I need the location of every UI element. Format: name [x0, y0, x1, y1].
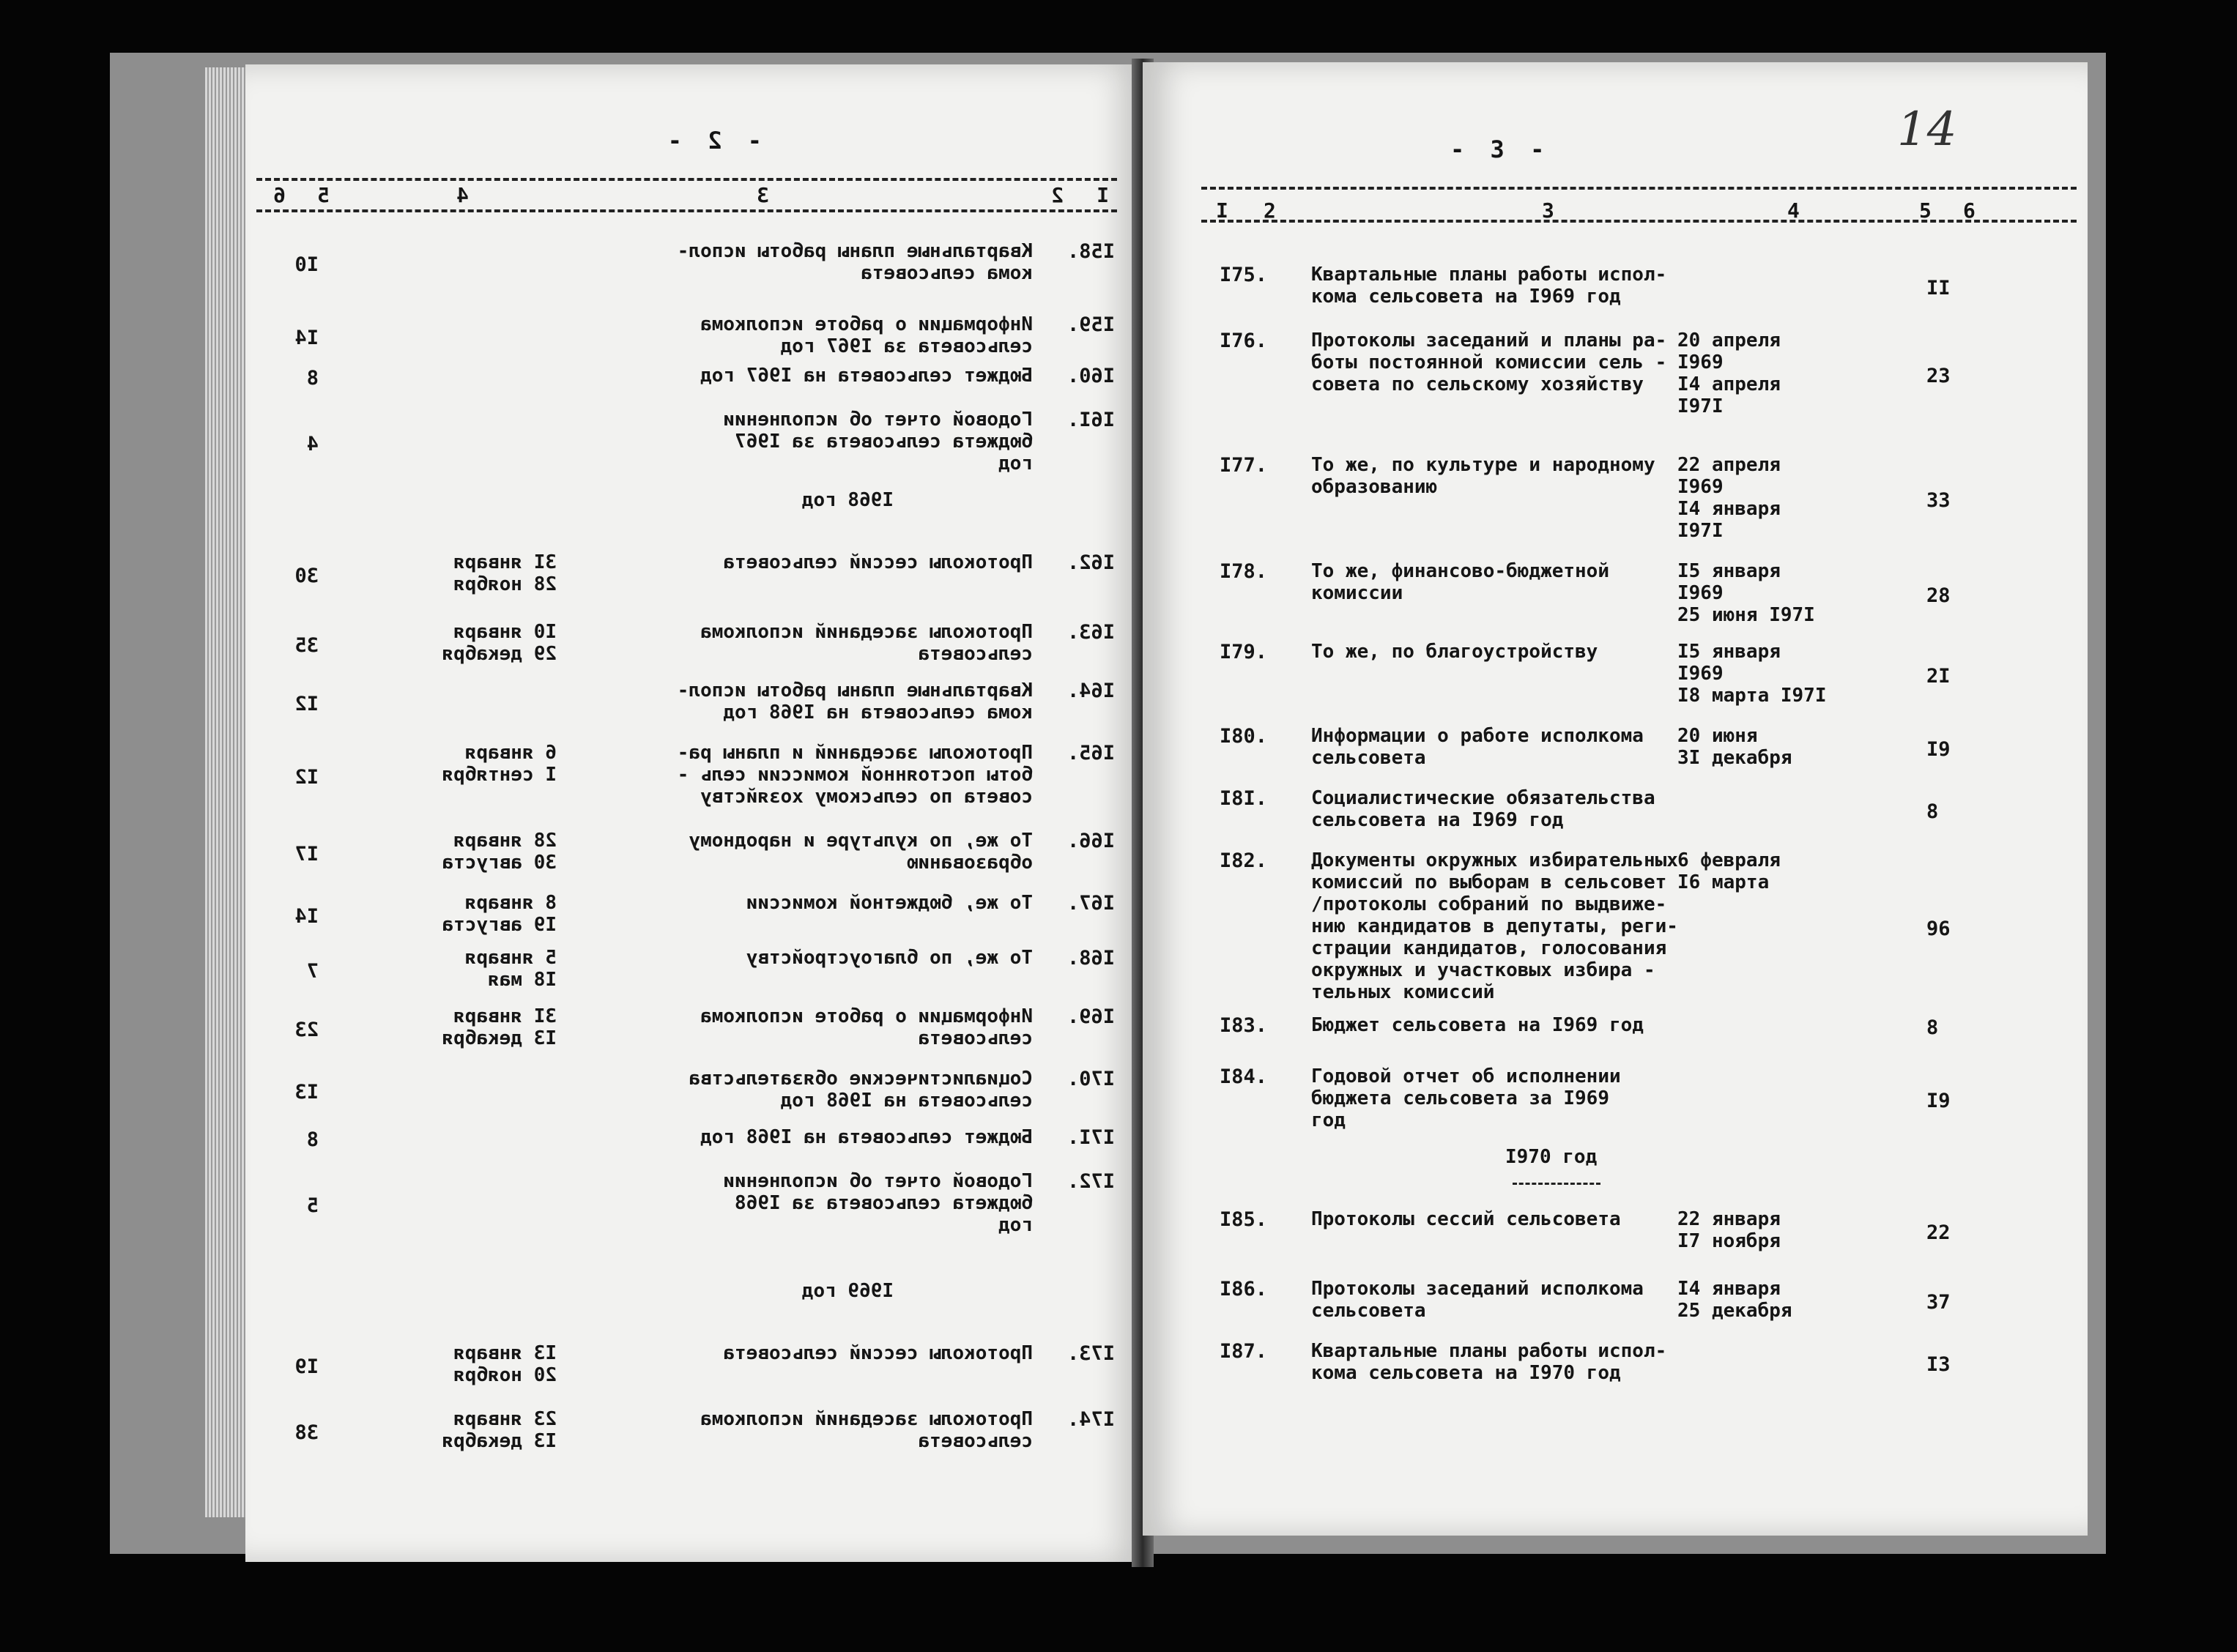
right-row-sheet-count: II [1926, 277, 1951, 299]
left-row-sheet-count: I3 [294, 1081, 319, 1104]
left-row-number: I58. [1066, 240, 1115, 263]
right-row-title-line: Документы окружных избирательных [1311, 849, 1678, 871]
left-page-number: - 2 - [661, 127, 762, 155]
right-row-title-line: Годовой отчет об исполнении [1311, 1065, 1621, 1087]
right-row-title-line: кома сельсовета на I969 год [1311, 286, 1621, 308]
right-row-date: I97I [1677, 395, 1724, 417]
right-row-number: I8I. [1220, 787, 1268, 810]
left-row-title-line: Бюджет сельсовета на I968 год [700, 1126, 1033, 1148]
left-row-title-line: То же, бюджетной комиссии [746, 892, 1033, 914]
left-section-1969: I969 год [801, 1280, 894, 1302]
left-col-2: 2 [1051, 183, 1064, 207]
left-row-title-line: сельсовета за I967 год [780, 335, 1033, 357]
left-row-title-line: Протоколы заседаний исполкома [700, 621, 1033, 643]
right-row-date: 3I декабря [1677, 747, 1792, 769]
left-row-sheet-count: I9 [294, 1355, 319, 1378]
left-row-title-line: Протоколы заседаний и планы ра- [677, 742, 1033, 764]
right-row-sheet-count: 96 [1926, 918, 1951, 940]
right-row-date: I969 [1677, 476, 1724, 498]
left-row-title-line: Бюджет сельсовета на I967 год [700, 365, 1033, 387]
left-header-rule-top [256, 178, 1117, 181]
left-col-3: 3 [757, 183, 769, 207]
left-row-number: I67. [1066, 892, 1115, 915]
left-row-title-line: Квартальные планы работы испол- [677, 680, 1033, 702]
right-row-sheet-count: 33 [1926, 489, 1951, 512]
right-row-number: I79. [1220, 641, 1268, 663]
left-row-title-line: Годовой отчет об исполнении [723, 409, 1033, 431]
right-row-title-line: страции кандидатов, голосования [1311, 937, 1667, 959]
left-row-title-line: кома сельсовета на I968 год [723, 702, 1033, 723]
left-row-number: I68. [1066, 947, 1115, 970]
right-row-title-line: Протоколы сессий сельсовета [1311, 1208, 1621, 1230]
left-row-date: 28 ноября [453, 573, 557, 595]
left-row-title-line: Протоколы заседаний исполкома [700, 1408, 1033, 1430]
left-row-number: I7I. [1066, 1126, 1115, 1149]
left-row-sheet-count: 23 [294, 1019, 319, 1041]
right-row-title-line: То же, по благоустройству [1311, 641, 1598, 663]
left-row-title-line: бюджета сельсовета за I968 [735, 1192, 1033, 1214]
left-row-title-line: Годовой отчет об исполнении [723, 1170, 1033, 1192]
left-row-title-line: Социалистические обязательства [689, 1068, 1033, 1090]
right-row-number: I86. [1220, 1278, 1268, 1301]
right-row-number: I84. [1220, 1065, 1268, 1088]
right-page [1143, 62, 2088, 1536]
left-row-number: I73. [1066, 1342, 1115, 1365]
right-section-1970: I970 год [1505, 1146, 1598, 1168]
right-col-2: 2 [1264, 198, 1276, 223]
left-row-number: I64. [1066, 680, 1115, 702]
left-row-date: I9 августа [442, 914, 557, 936]
right-row-number: I87. [1220, 1340, 1268, 1363]
right-row-date: I4 апреля [1677, 373, 1781, 395]
left-col-5: 5 [317, 183, 330, 207]
right-row-title-line: Протоколы заседаний исполкома [1311, 1278, 1644, 1300]
right-row-sheet-count: 22 [1926, 1221, 1951, 1244]
right-row-title-line: бюджета сельсовета за I969 [1311, 1087, 1609, 1109]
right-row-title-line: сельсовета [1311, 1300, 1426, 1322]
left-row-date: 23 января [453, 1408, 557, 1430]
left-row-title-line: Информации о работе исполкома [700, 1005, 1033, 1027]
right-row-date: 6 февраля [1677, 849, 1781, 871]
right-row-date: I8 марта I97I [1677, 685, 1827, 707]
left-row-date: 8 января [464, 892, 557, 914]
left-row-number: I74. [1066, 1408, 1115, 1431]
right-row-date: 22 апреля [1677, 454, 1781, 476]
left-row-title-line: образованию [906, 852, 1033, 874]
left-row-number: I66. [1066, 830, 1115, 852]
right-row-title-line: То же, финансово-бюджетной [1311, 560, 1609, 582]
right-row-sheet-count: I9 [1926, 1090, 1951, 1112]
left-row-sheet-count: 35 [294, 634, 319, 657]
left-row-title-line: Протоколы сессий сельсовета [723, 551, 1033, 573]
left-row-date: I8 мая [488, 969, 557, 991]
left-row-title-line: год [998, 1214, 1033, 1236]
right-row-number: I78. [1220, 560, 1268, 583]
right-row-title-line: комиссий по выборам в сельсовет [1311, 871, 1667, 893]
left-row-number: I59. [1066, 313, 1115, 336]
right-row-sheet-count: 8 [1926, 1016, 1939, 1039]
right-row-sheet-count: 8 [1926, 800, 1939, 823]
right-row-date: 20 июня [1677, 725, 1758, 747]
left-row-date: 3I января [453, 1005, 557, 1027]
right-row-date: I969 [1677, 663, 1724, 685]
left-row-number: I70. [1066, 1068, 1115, 1090]
page-edges [205, 67, 249, 1517]
right-col-3: 3 [1542, 198, 1554, 223]
right-row-sheet-count: I9 [1926, 738, 1951, 761]
left-col-4: 4 [456, 183, 469, 207]
left-row-title-line: Протоколы сессий сельсовета [723, 1342, 1033, 1364]
left-row-title-line: То же, по благоустройству [746, 947, 1033, 969]
left-row-number: I63. [1066, 621, 1115, 644]
archive-folio-stamp: 14 [1897, 103, 1957, 157]
left-row-sheet-count: 4 [306, 433, 319, 455]
right-row-sheet-count: 2I [1926, 665, 1951, 688]
right-row-date: I5 января [1677, 560, 1781, 582]
left-row-date: 28 января [453, 830, 557, 852]
right-row-title-line: нию кандидатов в депутаты, реги- [1311, 915, 1678, 937]
right-row-title-line: Протоколы заседаний и планы ра- [1311, 330, 1667, 351]
left-row-sheet-count: 30 [294, 565, 319, 587]
left-row-number: I65. [1066, 742, 1115, 764]
right-row-sheet-count: I3 [1926, 1353, 1951, 1376]
right-col-1: I [1216, 198, 1228, 223]
right-section-1970-underline [1513, 1183, 1600, 1185]
left-row-title-line: бюджета сельсовета за I967 [735, 431, 1033, 453]
right-row-date: I6 марта [1677, 871, 1770, 893]
left-row-number: I72. [1066, 1170, 1115, 1193]
right-row-number: I80. [1220, 725, 1268, 748]
right-row-sheet-count: 28 [1926, 584, 1951, 607]
left-row-title-line: сельсовета [918, 643, 1033, 665]
right-row-title-line: совета по сельскому хозяйству [1311, 373, 1644, 395]
right-row-number: I75. [1220, 264, 1268, 286]
right-row-title-line: сельсовета [1311, 747, 1426, 769]
left-row-title-line: сельсовета [918, 1430, 1033, 1452]
left-row-title-line: сельсовета на I968 год [780, 1090, 1033, 1112]
right-row-number: I82. [1220, 849, 1268, 872]
left-row-sheet-count: I4 [294, 327, 319, 349]
right-row-number: I77. [1220, 454, 1268, 477]
left-header-rule-bottom [256, 209, 1117, 212]
left-col-1: I [1097, 183, 1109, 207]
right-col-4: 4 [1787, 198, 1800, 223]
left-row-title-line: сельсовета [918, 1027, 1033, 1049]
left-row-date: 3I января [453, 551, 557, 573]
left-row-sheet-count: 38 [294, 1421, 319, 1444]
right-row-date: 25 декабря [1677, 1300, 1792, 1322]
left-row-sheet-count: I7 [294, 843, 319, 866]
right-row-title-line: Квартальные планы работы испол- [1311, 1340, 1667, 1362]
left-row-sheet-count: I0 [294, 253, 319, 276]
right-row-title-line: комиссии [1311, 582, 1403, 604]
left-page [245, 64, 1143, 1562]
right-row-date: 20 апреля [1677, 330, 1781, 351]
left-row-sheet-count: I2 [294, 693, 319, 715]
right-row-date: I7 ноября [1677, 1230, 1781, 1252]
left-row-title-line: боты постоянной комиссии сель - [677, 764, 1033, 786]
left-row-date: 30 августа [442, 852, 557, 874]
right-col-6: 6 [1963, 198, 1976, 223]
right-row-title-line: сельсовета на I969 год [1311, 809, 1564, 831]
left-row-sheet-count: 7 [306, 960, 319, 983]
right-header-rule-bottom [1201, 220, 2077, 223]
left-row-sheet-count: 8 [306, 367, 319, 390]
left-row-sheet-count: I2 [294, 766, 319, 789]
left-row-date: I сентября [442, 764, 557, 786]
right-row-title-line: год [1311, 1109, 1346, 1131]
right-row-number: I83. [1220, 1014, 1268, 1037]
left-row-title-line: кома сельсовета [861, 262, 1033, 284]
left-row-number: I69. [1066, 1005, 1115, 1028]
right-row-date: I97I [1677, 520, 1724, 542]
left-row-date: I0 января [453, 621, 557, 643]
right-row-title-line: Социалистические обязательства [1311, 787, 1655, 809]
left-row-title-line: совета по сельскому хозяйству [700, 786, 1033, 808]
left-row-date: I3 декабря [442, 1430, 557, 1452]
left-row-date: I3 января [453, 1342, 557, 1364]
right-col-5: 5 [1919, 198, 1932, 223]
right-row-title-line: боты постоянной комиссии сель - [1311, 351, 1667, 373]
right-row-date: I969 [1677, 582, 1724, 604]
left-row-number: I6I. [1066, 409, 1115, 431]
left-row-sheet-count: 8 [306, 1128, 319, 1151]
left-row-date: 20 ноября [453, 1364, 557, 1386]
right-row-sheet-count: 23 [1926, 365, 1951, 387]
right-row-number: I76. [1220, 330, 1268, 352]
left-row-number: I62. [1066, 551, 1115, 574]
right-page-number: - 3 - [1450, 135, 1551, 163]
left-row-sheet-count: I4 [294, 905, 319, 928]
right-row-title-line: окружных и участковых избира - [1311, 959, 1655, 981]
left-row-sheet-count: 5 [306, 1194, 319, 1217]
left-section-1968: I968 год [801, 489, 894, 511]
left-row-date: 29 декабря [442, 643, 557, 665]
left-row-date: I3 декабря [442, 1027, 557, 1049]
right-row-date: I4 января [1677, 498, 1781, 520]
right-row-title-line: тельных комиссий [1311, 981, 1495, 1003]
left-col-6: 6 [273, 183, 286, 207]
right-header-rule-top [1201, 187, 2077, 190]
right-row-title-line: То же, по культуре и народному [1311, 454, 1655, 476]
left-row-date: 6 января [464, 742, 557, 764]
right-row-date: 22 января [1677, 1208, 1781, 1230]
right-row-date: I4 января [1677, 1278, 1781, 1300]
right-row-title-line: Информации о работе исполкома [1311, 725, 1644, 747]
left-row-title-line: Квартальные планы работы испол- [677, 240, 1033, 262]
right-row-title-line: /протоколы собраний по выдвиже- [1311, 893, 1667, 915]
right-row-date: I969 [1677, 351, 1724, 373]
left-page-mirrored-content [245, 64, 1143, 1562]
right-row-title-line: образованию [1311, 476, 1438, 498]
left-row-date: 5 января [464, 947, 557, 969]
right-row-sheet-count: 37 [1926, 1291, 1951, 1314]
right-row-number: I85. [1220, 1208, 1268, 1231]
left-row-title-line: год [998, 453, 1033, 475]
right-row-title-line: Квартальные планы работы испол- [1311, 264, 1667, 286]
right-row-title-line: кома сельсовета на I970 год [1311, 1362, 1621, 1384]
left-row-title-line: Информации о работе исполкома [700, 313, 1033, 335]
right-row-date: I5 января [1677, 641, 1781, 663]
left-row-number: I60. [1066, 365, 1115, 387]
right-row-date: 25 июня I97I [1677, 604, 1815, 626]
right-row-title-line: Бюджет сельсовета на I969 год [1311, 1014, 1644, 1036]
left-row-title-line: То же, по культуре и народному [689, 830, 1033, 852]
